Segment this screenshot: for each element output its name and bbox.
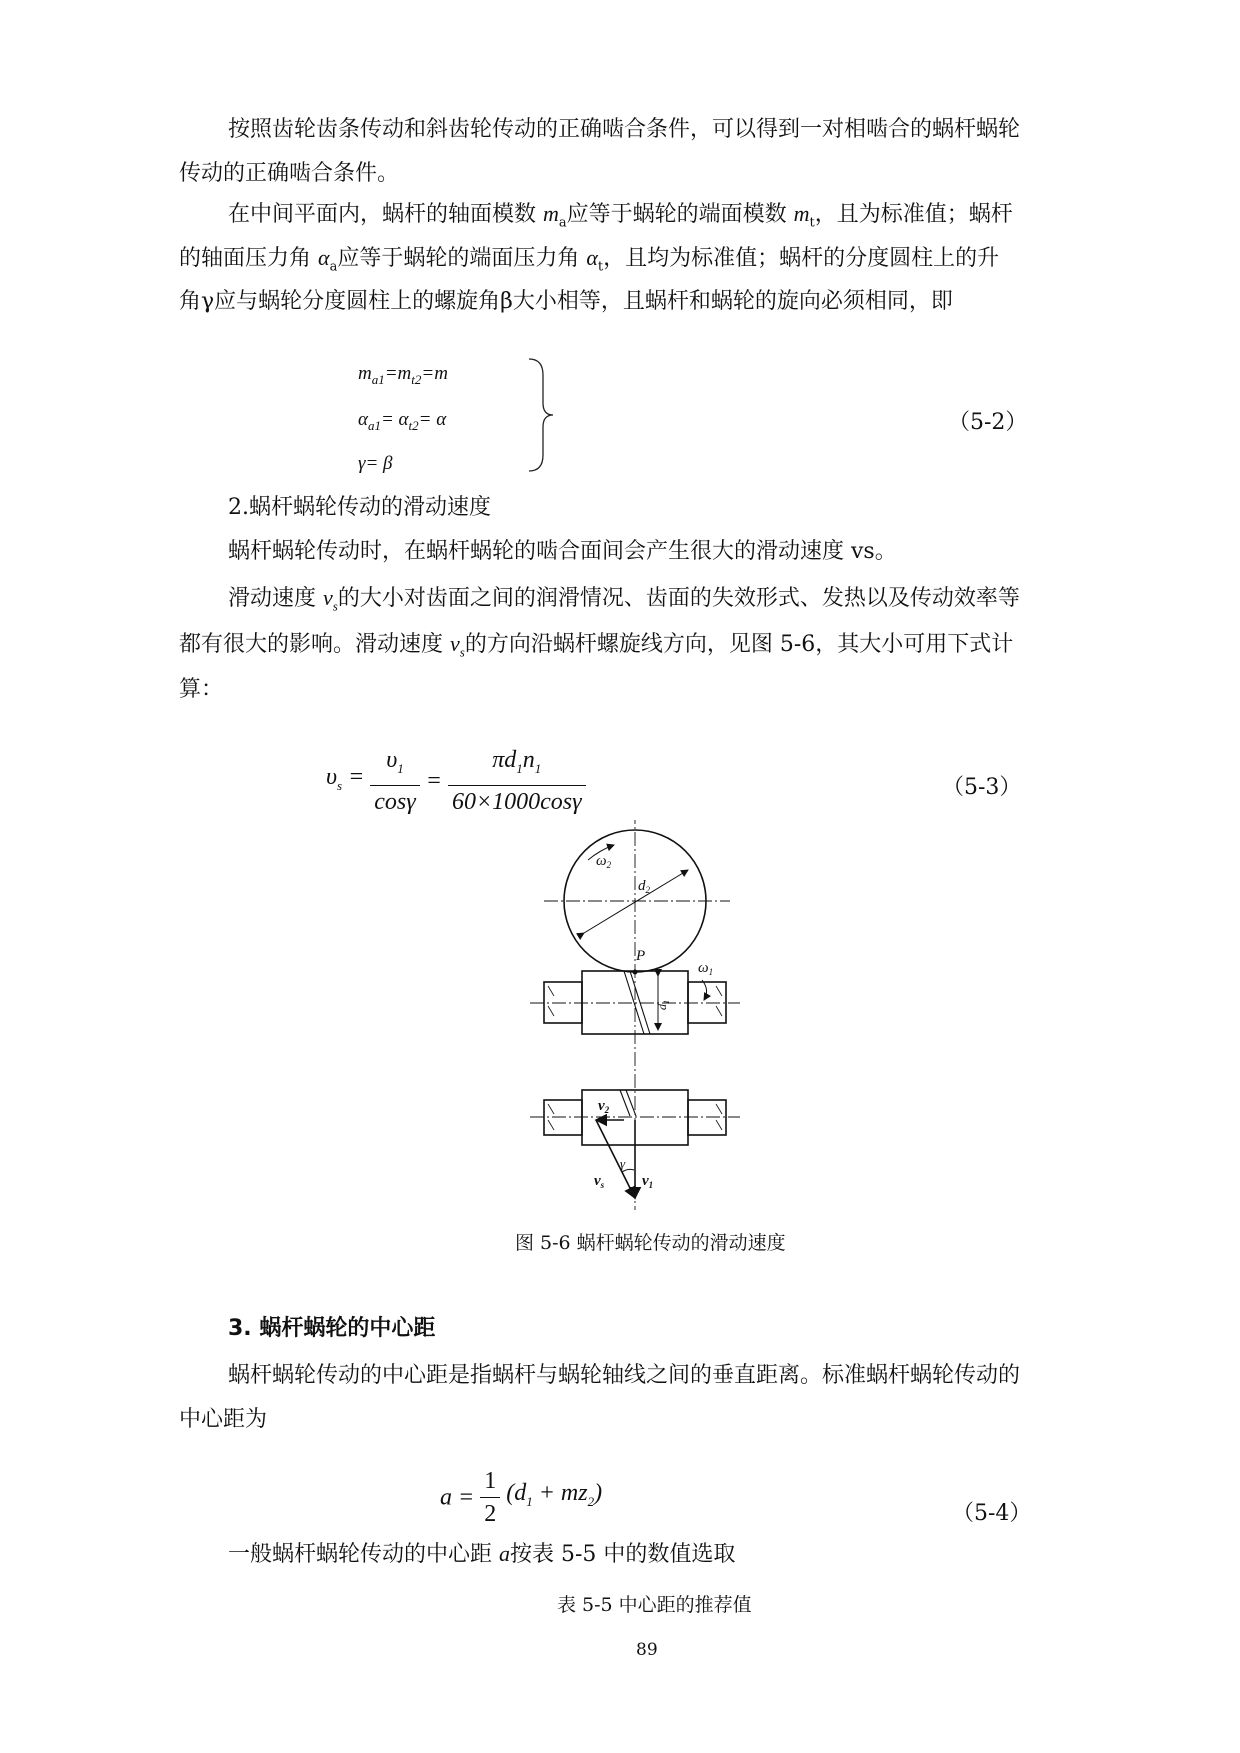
- paragraph-2-line-2: 的轴面压力角 $\alpha_a$应等于蜗轮的端面压力角 $\alpha_t$，且均为标准值；蜗杆的分度圆柱上的升: [179, 245, 1000, 275]
- paragraph-3: 蜗杆蜗轮传动时，在蜗杆蜗轮的啮合面间会产生很大的滑动速度 vs。: [228, 539, 897, 564]
- figure-caption: 图 5-6 蜗杆蜗轮传动的滑动速度: [515, 1232, 786, 1254]
- gamma-label: γ: [620, 1156, 626, 1171]
- v2-label: $v_2$: [598, 1098, 610, 1115]
- paragraph-5-line-2: 中心距为: [179, 1407, 268, 1432]
- paragraph-2-line-3: 角γ应与蜗轮分度圆柱上的螺旋角β大小相等，且蜗杆和蜗轮的旋向必须相同，即: [179, 289, 953, 314]
- eq-5-3: $\upsilon_s$ = $\frac{\upsilon_1}{\cos\gamma}$ = $\frac{\pi d_1n_1}{60\times 1000\cos\gamma}$: [326, 744, 586, 818]
- eq-5-2-line-1: $m_{a1}=m_{t2}=m$: [358, 363, 448, 387]
- eq-5-3-fraction-1: $\frac{\upsilon_1}{\cos\gamma}$: [370, 744, 419, 818]
- d2-label: $d_2$: [638, 878, 650, 895]
- eq-5-4-number: （5-4）: [952, 1501, 1032, 1526]
- worm-body-top: [582, 971, 688, 1034]
- eq-5-4-fraction: $\frac{1}{2}$: [480, 1465, 500, 1530]
- d1-label: $d_1$: [655, 1000, 671, 1010]
- eq-5-2-line-3: γ= β: [358, 453, 393, 474]
- eq-5-3-number: （5-3）: [942, 775, 1022, 800]
- section-2-heading: 2.蜗杆蜗轮传动的滑动速度: [228, 495, 491, 520]
- figure-worm-gear-sliding-velocity: [520, 820, 740, 1210]
- paragraph-4-line-2: 都有很大的影响。滑动速度 $v_s$的方向沿蜗杆螺旋线方向，见图 5-6，其大小可用下式计: [179, 631, 1014, 660]
- paragraph-2-line-1: 在中间平面内，蜗杆的轴面模数 $m_a$应等于蜗轮的端面模数 $m_t$，且为标准值；蜗杆: [228, 201, 1013, 231]
- paragraph-4-line-3: 算：: [179, 677, 224, 702]
- eq-5-2-number: （5-2）: [948, 410, 1028, 435]
- right-brace: [525, 355, 555, 475]
- paragraph-4-line-1: 滑动速度 $v_s$的大小对齿面之间的润滑情况、齿面的失效形式、发热以及传动效率等: [228, 585, 1020, 614]
- section-3-heading: 3. 蜗杆蜗轮的中心距: [228, 1316, 436, 1341]
- paragraph-1-line-2: 传动的正确啮合条件。: [179, 161, 400, 186]
- paragraph-6: 一般蜗杆蜗轮传动的中心距 a按表 5-5 中的数值选取: [228, 1541, 736, 1567]
- paragraph-1-line-1: 按照齿轮齿条传动和斜齿轮传动的正确啮合条件，可以得到一对相啮合的蜗杆蜗轮: [228, 117, 1021, 142]
- table-caption: 表 5-5 中心距的推荐值: [557, 1594, 752, 1616]
- omega1-label: $\omega_1$: [698, 960, 714, 977]
- eq-5-4: a = $\frac{1}{2}$ $(d_1 + mz_2)$: [440, 1465, 602, 1530]
- pitch-point-label: P: [636, 948, 646, 964]
- omega2-label: $\omega_2$: [596, 853, 612, 870]
- v1-label: $v_1$: [642, 1173, 654, 1190]
- paragraph-5-line-1: 蜗杆蜗轮传动的中心距是指蜗杆与蜗轮轴线之间的垂直距离。标准蜗杆蜗轮传动的: [228, 1363, 1021, 1388]
- eq-5-2-line-2: $\alpha_{a1}= \alpha_{t2}= \alpha$: [358, 409, 447, 433]
- eq-5-3-fraction-2: $\frac{\pi d_1n_1}{60\times 1000\cos\gamma}$: [448, 744, 586, 818]
- vs-label: $v_s$: [594, 1173, 605, 1190]
- page-number: 89: [636, 1640, 658, 1660]
